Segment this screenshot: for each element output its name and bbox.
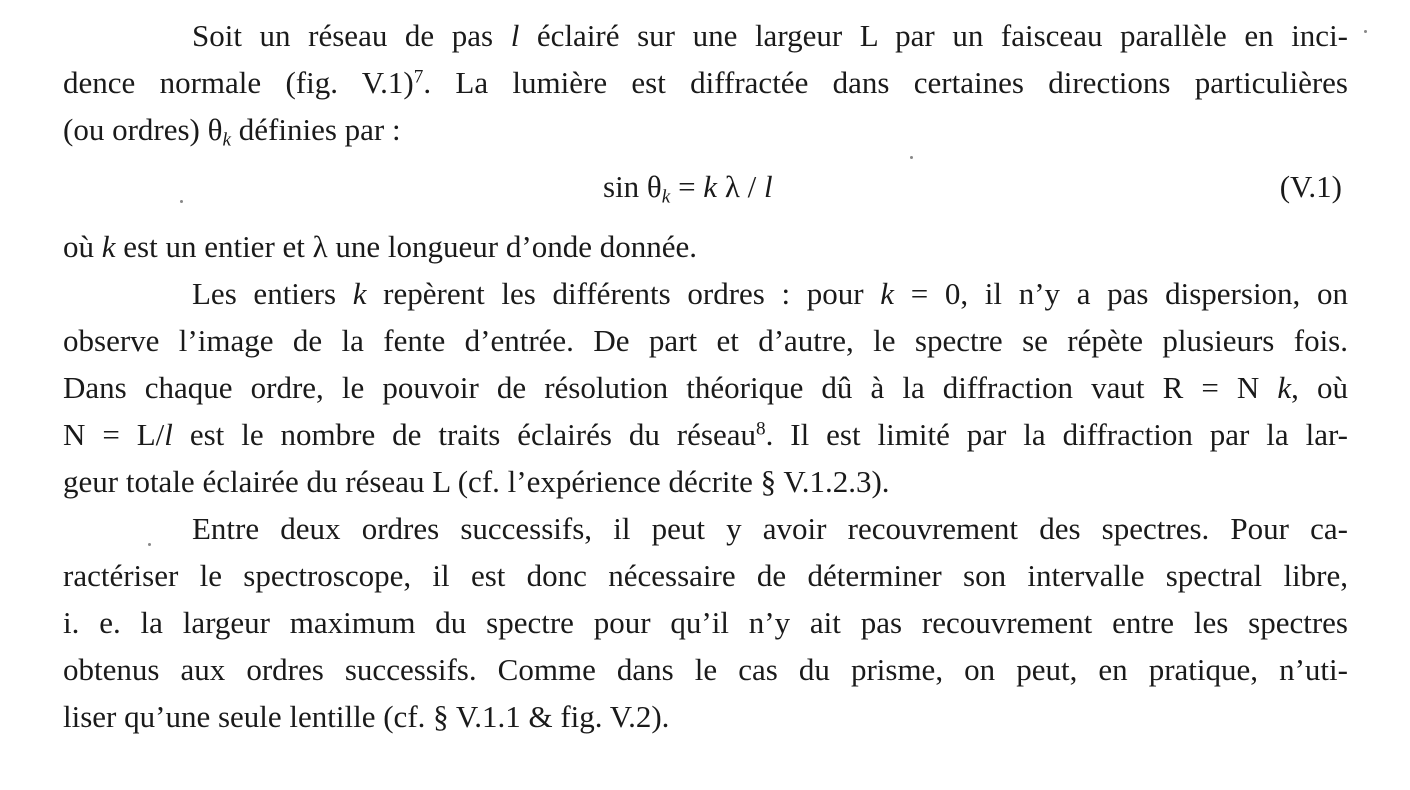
text-line: liser qu’une seule lentille (cf. § V.1.1 & fig. V.2). (63, 699, 670, 734)
scan-speck (910, 156, 913, 159)
text-line: où k est un entier et λ une longueur d’onde donnée. (63, 229, 697, 264)
text-line: Entre deux ordres successifs, il peut y avoir recouvrement des spectres. Pour ca- (192, 511, 1348, 546)
scan-speck (180, 200, 183, 203)
text-line: dence normale (fig. V.1)$^7$. La lumière est diffractée dans certaines directions particulières (63, 65, 1349, 100)
document-page (63, 12, 1348, 740)
scan-speck (148, 543, 151, 546)
text-line: i. e. la largeur maximum du spectre pour qu’il n’y ait pas recouvrement entre les spectres (63, 605, 1348, 640)
footnote-ref-8: 8 (755, 418, 766, 440)
grating-equation: $\sin \theta_k = k$ λ / l (603, 169, 773, 208)
text-line: ractériser le spectroscope, il est donc nécessaire de déterminer son intervalle spectral libre, (63, 558, 1348, 593)
text-line: obtenus aux ordres successifs. Comme dans le cas du prisme, on peut, en pratique, n’uti- (63, 652, 1348, 687)
text-line: Dans chaque ordre, le pouvoir de résolution théorique dû à la diffraction vaut R = N k, où (63, 370, 1348, 405)
footnote-ref-7: 7 (413, 66, 424, 88)
text-line: Les entiers k repèrent les différents ordres : pour k = 0, il n’y a pas dispersion, on (192, 276, 1348, 311)
text-line: geur totale éclairée du réseau L (cf. l’expérience décrite § V.1.2.3). (63, 464, 890, 499)
paragraph-k-definition (63, 223, 1348, 270)
text-line: (ou ordres) $\theta_k$ définies par : (63, 112, 401, 151)
scan-speck (1364, 30, 1367, 33)
text-line: N = L/l est le nombre de traits éclairés du réseau$^8$. Il est limité par la diffraction par la lar- (63, 417, 1349, 452)
text-line: observe l’image de la fente d’entrée. De part et d’autre, le spectre se répète plusieurs fois. (63, 323, 1348, 358)
paragraph-free-spectral-range (63, 505, 1348, 740)
paragraph-orders-resolution (63, 270, 1348, 505)
paragraph-grating-intro (63, 12, 1348, 153)
equation-block (63, 153, 1348, 223)
text-line: Soit un réseau de pas l éclairé sur une largeur L par un faisceau parallèle en inci- (192, 18, 1349, 53)
equation-number: (V.1) (1279, 169, 1342, 204)
